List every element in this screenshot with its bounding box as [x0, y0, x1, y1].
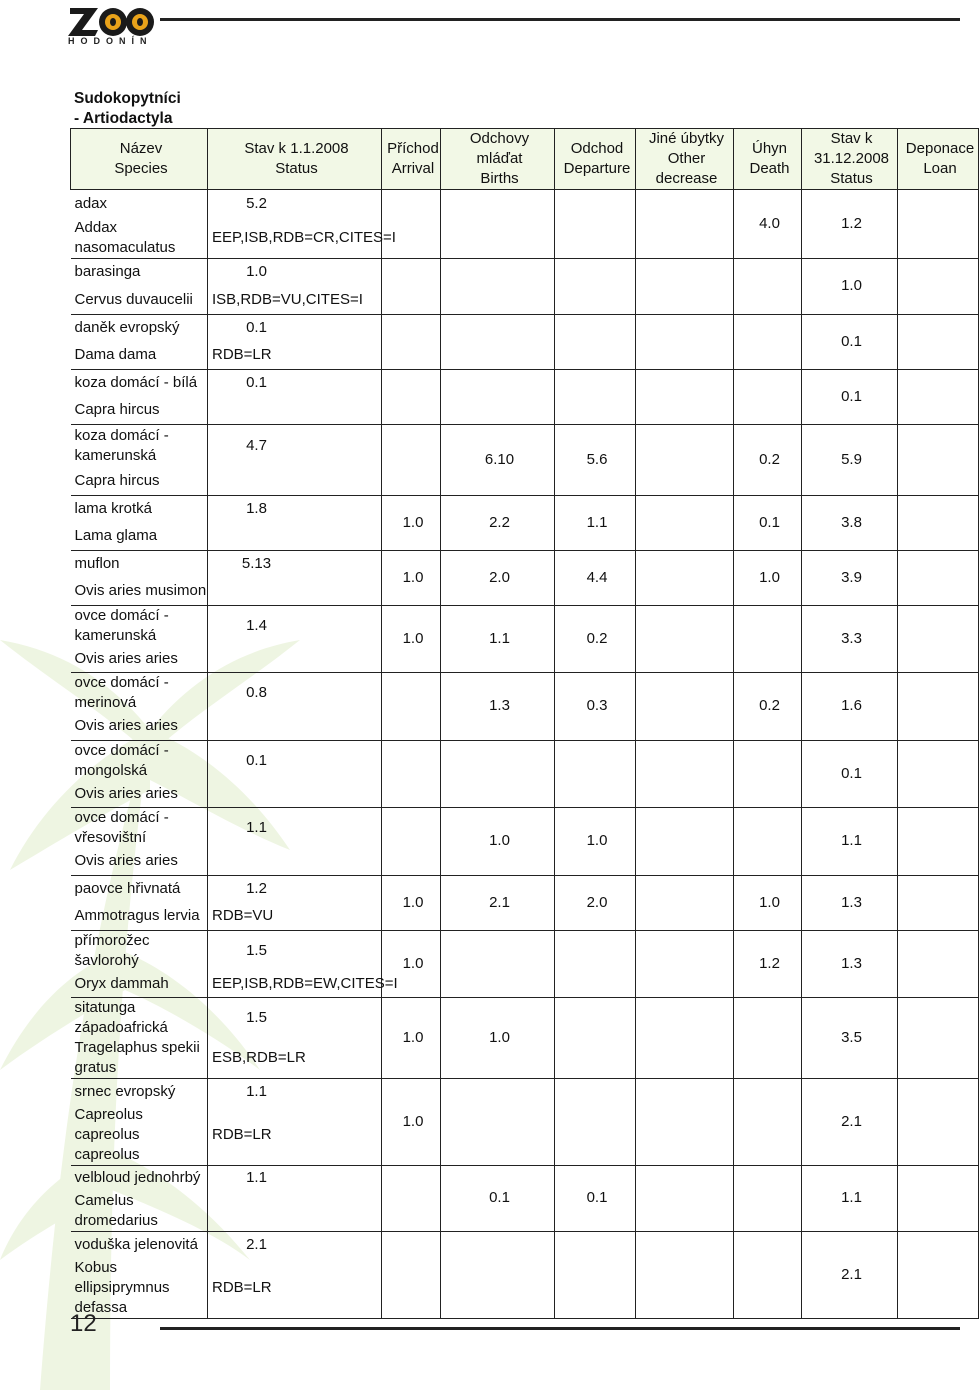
cell-other [636, 740, 734, 808]
species-czech-name: koza domácí - kamerunská [71, 424, 208, 468]
header-arrival: Příchod Arrival [382, 129, 441, 190]
cell-arrival [382, 1232, 441, 1319]
cell-loan [898, 1165, 979, 1232]
cell-loan [898, 190, 979, 259]
cell-arrival [382, 740, 441, 808]
cell-arrival [382, 314, 441, 369]
table-row [71, 808, 979, 849]
cell-death: 0.1 [734, 495, 802, 550]
species-czech-name: voduška jelenovitá [71, 1232, 208, 1258]
section-title-line1: Sudokopytníci [74, 90, 181, 107]
cell-departure: 1.0 [555, 808, 636, 876]
table-row [71, 930, 979, 971]
cell-departure [555, 314, 636, 369]
cell-births: 2.2 [441, 495, 555, 550]
cell-end: 1.3 [802, 930, 898, 998]
cell-births [441, 190, 555, 259]
start-count: 1.1 [208, 808, 382, 849]
cell-births: 1.1 [441, 605, 555, 673]
cell-arrival [382, 1165, 441, 1232]
cell-loan [898, 673, 979, 741]
header-births: Odchovy mláďat Births [441, 129, 555, 190]
table-row [71, 875, 979, 903]
cell-death: 0.2 [734, 673, 802, 741]
species-latin-name: Ovis aries aries [71, 646, 208, 673]
species-latin-name: Ovis aries aries [71, 713, 208, 740]
cell-end: 1.2 [802, 190, 898, 259]
protection-status: RDB=VU [208, 903, 382, 930]
species-czech-name: ovce domácí - vřesovištní [71, 808, 208, 849]
protection-status [208, 523, 382, 550]
cell-end: 2.1 [802, 1232, 898, 1319]
cell-loan [898, 605, 979, 673]
start-count: 1.8 [208, 495, 382, 523]
species-czech-name: barasinga [71, 258, 208, 286]
cell-births: 0.1 [441, 1165, 555, 1232]
cell-births: 1.3 [441, 673, 555, 741]
species-czech-name: sitatunga západoafrická [71, 998, 208, 1039]
cell-other [636, 258, 734, 314]
cell-death [734, 369, 802, 424]
cell-births [441, 369, 555, 424]
cell-births [441, 1232, 555, 1319]
cell-loan [898, 424, 979, 495]
cell-departure [555, 1079, 636, 1166]
species-czech-name: přímorožec šavlorohý [71, 930, 208, 971]
cell-departure [555, 369, 636, 424]
species-latin-name: Capra hircus [71, 397, 208, 424]
cell-arrival: 1.0 [382, 875, 441, 930]
protection-status: ESB,RDB=LR [208, 1038, 382, 1079]
cell-death [734, 314, 802, 369]
header-rule [160, 18, 960, 21]
species-czech-name: paovce hřivnatá [71, 875, 208, 903]
cell-end: 1.1 [802, 1165, 898, 1232]
table-row [71, 673, 979, 714]
cell-births [441, 314, 555, 369]
table-header-row [71, 129, 979, 190]
species-czech-name: koza domácí - bílá [71, 369, 208, 397]
start-count: 1.4 [208, 605, 382, 646]
cell-death [734, 1079, 802, 1166]
cell-loan [898, 369, 979, 424]
header-start-status: Stav k 1.1.2008 Status [208, 129, 382, 190]
cell-births: 1.0 [441, 998, 555, 1079]
footer-rule [160, 1327, 960, 1330]
cell-births: 2.0 [441, 550, 555, 605]
species-czech-name: ovce domácí - mongolská [71, 740, 208, 781]
cell-departure [555, 1232, 636, 1319]
protection-status [208, 646, 382, 673]
protection-status: RDB=LR [208, 342, 382, 369]
start-count: 5.13 [208, 550, 382, 578]
start-count: 1.5 [208, 930, 382, 971]
cell-end: 3.9 [802, 550, 898, 605]
cell-other [636, 550, 734, 605]
cell-departure: 0.3 [555, 673, 636, 741]
table-row [71, 258, 979, 286]
cell-arrival [382, 258, 441, 314]
cell-end: 1.3 [802, 875, 898, 930]
species-czech-name: muflon [71, 550, 208, 578]
species-czech-name: lama krotká [71, 495, 208, 523]
cell-departure [555, 258, 636, 314]
start-count: 1.0 [208, 258, 382, 286]
species-czech-name: adax [71, 190, 208, 218]
logo-text: HODONÍN [68, 36, 153, 46]
cell-departure: 4.4 [555, 550, 636, 605]
section-title-line2: - Artiodactyla [74, 110, 173, 127]
cell-end: 3.8 [802, 495, 898, 550]
species-table [70, 128, 979, 1319]
species-czech-name: daněk evropský [71, 314, 208, 342]
species-latin-name: Camelus dromedarius [71, 1191, 208, 1232]
cell-arrival: 1.0 [382, 605, 441, 673]
section-title [74, 89, 181, 129]
header-species: Název Species [71, 129, 208, 190]
table-row [71, 550, 979, 578]
header-other-decrease: Jiné úbytky Other decrease [636, 129, 734, 190]
header-loan: Deponace Loan [898, 129, 979, 190]
cell-births: 2.1 [441, 875, 555, 930]
start-count: 0.8 [208, 673, 382, 714]
cell-loan [898, 314, 979, 369]
start-count: 5.2 [208, 190, 382, 218]
cell-other [636, 1232, 734, 1319]
cell-births [441, 1079, 555, 1166]
cell-other [636, 495, 734, 550]
cell-end: 1.6 [802, 673, 898, 741]
cell-loan [898, 930, 979, 998]
species-latin-name: Tragelaphus spekii gratus [71, 1038, 208, 1079]
page-number: 12 [70, 1310, 97, 1337]
table-row [71, 605, 979, 646]
cell-other [636, 369, 734, 424]
cell-death: 1.2 [734, 930, 802, 998]
start-count: 1.1 [208, 1079, 382, 1105]
species-latin-name: Ovis aries aries [71, 781, 208, 808]
cell-end: 1.1 [802, 808, 898, 876]
cell-loan [898, 808, 979, 876]
cell-departure: 5.6 [555, 424, 636, 495]
cell-departure: 0.2 [555, 605, 636, 673]
cell-loan [898, 1232, 979, 1319]
cell-other [636, 930, 734, 998]
cell-end: 3.3 [802, 605, 898, 673]
table-row [71, 495, 979, 523]
cell-departure [555, 930, 636, 998]
species-czech-name: velbloud jednohrbý [71, 1165, 208, 1191]
cell-death [734, 605, 802, 673]
species-latin-name: Ovis aries musimon [71, 578, 208, 605]
species-latin-name: Capra hircus [71, 468, 208, 495]
cell-loan [898, 740, 979, 808]
cell-death: 0.2 [734, 424, 802, 495]
cell-arrival: 1.0 [382, 998, 441, 1079]
protection-status [208, 781, 382, 808]
cell-other [636, 605, 734, 673]
cell-arrival: 1.0 [382, 495, 441, 550]
cell-births [441, 258, 555, 314]
cell-departure [555, 190, 636, 259]
cell-end: 0.1 [802, 314, 898, 369]
cell-end: 0.1 [802, 369, 898, 424]
cell-death [734, 808, 802, 876]
start-count: 0.1 [208, 314, 382, 342]
protection-status [208, 713, 382, 740]
table-row [71, 369, 979, 397]
table-row [71, 1079, 979, 1105]
cell-arrival [382, 673, 441, 741]
header-death: Úhyn Death [734, 129, 802, 190]
cell-other [636, 875, 734, 930]
cell-other [636, 808, 734, 876]
table-row [71, 314, 979, 342]
cell-births [441, 930, 555, 998]
species-latin-name: Ovis aries aries [71, 848, 208, 875]
cell-other [636, 190, 734, 259]
cell-departure [555, 740, 636, 808]
protection-status [208, 1191, 382, 1232]
protection-status: ISB,RDB=VU,CITES=I [208, 286, 382, 314]
cell-death: 1.0 [734, 875, 802, 930]
cell-loan [898, 875, 979, 930]
species-czech-name: ovce domácí - kamerunská [71, 605, 208, 646]
cell-end: 5.9 [802, 424, 898, 495]
cell-loan [898, 550, 979, 605]
species-latin-name: Ammotragus lervia [71, 903, 208, 930]
protection-status [208, 468, 382, 495]
cell-arrival [382, 190, 441, 259]
cell-loan [898, 998, 979, 1079]
cell-births: 6.10 [441, 424, 555, 495]
species-latin-name: Kobus ellipsiprymnus defassa [71, 1258, 208, 1319]
cell-death [734, 1232, 802, 1319]
cell-loan [898, 495, 979, 550]
cell-other [636, 1165, 734, 1232]
cell-end: 1.0 [802, 258, 898, 314]
cell-other [636, 673, 734, 741]
cell-arrival [382, 369, 441, 424]
start-count: 0.1 [208, 369, 382, 397]
table-row [71, 998, 979, 1039]
protection-status [208, 848, 382, 875]
cell-end: 0.1 [802, 740, 898, 808]
cell-arrival: 1.0 [382, 1079, 441, 1166]
start-count: 2.1 [208, 1232, 382, 1258]
cell-arrival [382, 424, 441, 495]
cell-other [636, 998, 734, 1079]
start-count: 1.1 [208, 1165, 382, 1191]
species-czech-name: srnec evropský [71, 1079, 208, 1105]
cell-departure: 1.1 [555, 495, 636, 550]
protection-status [208, 578, 382, 605]
species-latin-name: Lama glama [71, 523, 208, 550]
cell-loan [898, 258, 979, 314]
start-count: 1.2 [208, 875, 382, 903]
table-row [71, 190, 979, 218]
species-czech-name: ovce domácí - merinová [71, 673, 208, 714]
cell-departure: 2.0 [555, 875, 636, 930]
cell-arrival [382, 808, 441, 876]
cell-departure [555, 998, 636, 1079]
cell-death: 1.0 [734, 550, 802, 605]
header-end-status: Stav k 31.12.2008 Status [802, 129, 898, 190]
start-count: 0.1 [208, 740, 382, 781]
protection-status [208, 397, 382, 424]
cell-other [636, 424, 734, 495]
cell-births [441, 740, 555, 808]
table-row [71, 1165, 979, 1191]
species-latin-name: Cervus duvaucelii [71, 286, 208, 314]
cell-end: 3.5 [802, 998, 898, 1079]
header-departure: Odchod Departure [555, 129, 636, 190]
cell-death [734, 740, 802, 808]
start-count: 4.7 [208, 424, 382, 468]
cell-departure: 0.1 [555, 1165, 636, 1232]
protection-status: RDB=LR [208, 1105, 382, 1166]
protection-status: RDB=LR [208, 1258, 382, 1319]
cell-other [636, 314, 734, 369]
cell-death [734, 258, 802, 314]
cell-death [734, 998, 802, 1079]
species-latin-name: Oryx dammah [71, 971, 208, 998]
cell-end: 2.1 [802, 1079, 898, 1166]
protection-status: EEP,ISB,RDB=CR,CITES=I [208, 218, 382, 259]
cell-arrival: 1.0 [382, 930, 441, 998]
table-row [71, 424, 979, 468]
cell-births: 1.0 [441, 808, 555, 876]
table-row [71, 1232, 979, 1258]
species-latin-name: Addax nasomaculatus [71, 218, 208, 259]
cell-loan [898, 1079, 979, 1166]
start-count: 1.5 [208, 998, 382, 1039]
species-latin-name: Capreolus capreolus capreolus [71, 1105, 208, 1166]
cell-arrival: 1.0 [382, 550, 441, 605]
species-latin-name: Dama dama [71, 342, 208, 369]
cell-death [734, 1165, 802, 1232]
protection-status: EEP,ISB,RDB=EW,CITES=I [208, 971, 382, 998]
cell-other [636, 1079, 734, 1166]
cell-death: 4.0 [734, 190, 802, 259]
table-row [71, 740, 979, 781]
